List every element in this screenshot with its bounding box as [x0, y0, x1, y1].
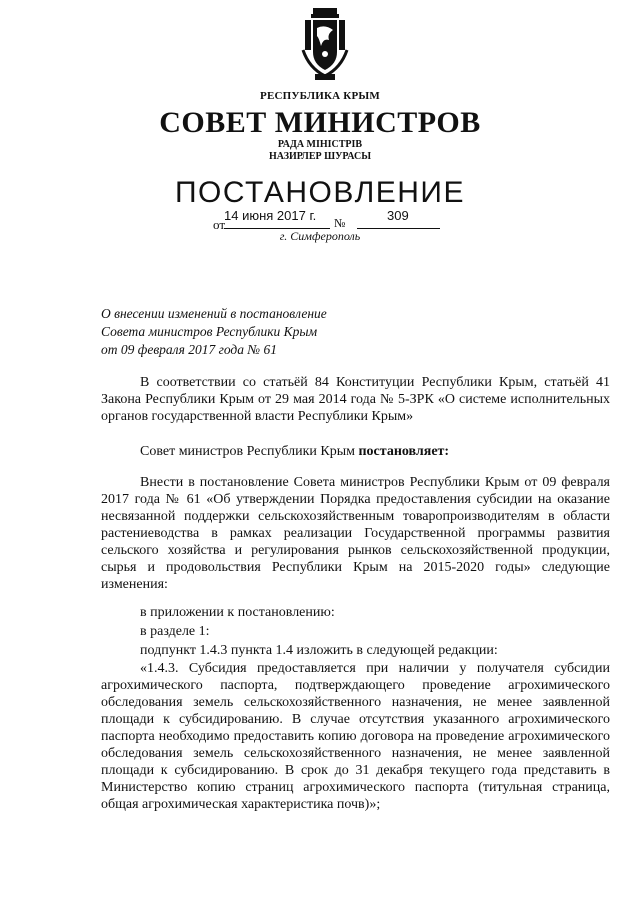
resolves-keyword: постановляет: — [358, 444, 450, 459]
subject-line: Совета министров Республики Крым — [101, 324, 318, 339]
list-item: подпункт 1.4.3 пункта 1.4 изложить в следующей редакции: — [140, 643, 498, 658]
resolves-paragraph — [101, 443, 610, 460]
list-item: в разделе 1: — [140, 624, 210, 639]
subject-line: О внесении изменений в постановление — [101, 306, 327, 321]
document-type-title: ПОСТАНОВЛЕНИЕ — [174, 176, 465, 209]
date-prefix: от — [213, 217, 226, 232]
crimea-coat-of-arms-icon — [299, 8, 351, 82]
republic-name: РЕСПУБЛИКА КРЫМ — [260, 90, 380, 102]
council-name-crimean-tatar: НАЗИРЛЕР ШУРАСЫ — [268, 151, 372, 162]
main-paragraph: Внести в постановление Совета министров Республики Крым от 09 февраля 2017 года № 61 «Об утверждении Порядка предоставления субсидии на оказание несвязанной поддержки сельскохозяйственным товаропроизводителям в области растениеводства в рамках реализации Государственной программы развития сельского хозяйства и регулирования рынков сельскохозяйственной продукции, сырья и продовольствия Республики Крым на 2015-2020 годы» следующие изменения: — [101, 475, 610, 592]
subject-line: от 09 февраля 2017 года № 61 — [101, 342, 277, 357]
decree-number: 309 — [387, 208, 409, 223]
resolves-prefix: Совет министров Республики Крым — [140, 444, 359, 459]
council-name-ukrainian: РАДА МІНІСТРІВ — [277, 139, 363, 150]
decree-subject — [101, 305, 327, 359]
number-prefix: № — [334, 216, 346, 230]
city-name: г. Симферополь — [279, 229, 361, 243]
preamble-paragraph: В соответствии со статьёй 84 Конституции Республики Крым, статьёй 41 Закона Республики Крым от 29 мая 2014 года № 5-ЗРК «О системе исполнительных органов государственной власти Республики Крым» — [101, 375, 610, 424]
decree-date: 14 июня 2017 г. — [224, 208, 317, 223]
quoted-amendment: «1.4.3. Субсидия предоставляется при наличии у получателя субсидии агрохимического паспорта, подтверждающего проведение агрохимического обследования земель сельскохозяйственного назначения, не менее заявленной площади к субсидированию. В случае отсутствия указанного агрохимического паспорта необходимо предоставить копию договора на проведение агрохимического обследования земель сельскохозяйственного назначения, не менее заявленной площади к субсидированию. В срок до 31 декабря текущего года представить в Министерство копию страниц агрохимического паспорта (титульная страница, общая агрохимическая характеристика почв)»; — [101, 661, 610, 812]
list-item: в приложении к постановлению: — [140, 605, 335, 620]
council-name: СОВЕТ МИНИСТРОВ — [159, 106, 481, 139]
